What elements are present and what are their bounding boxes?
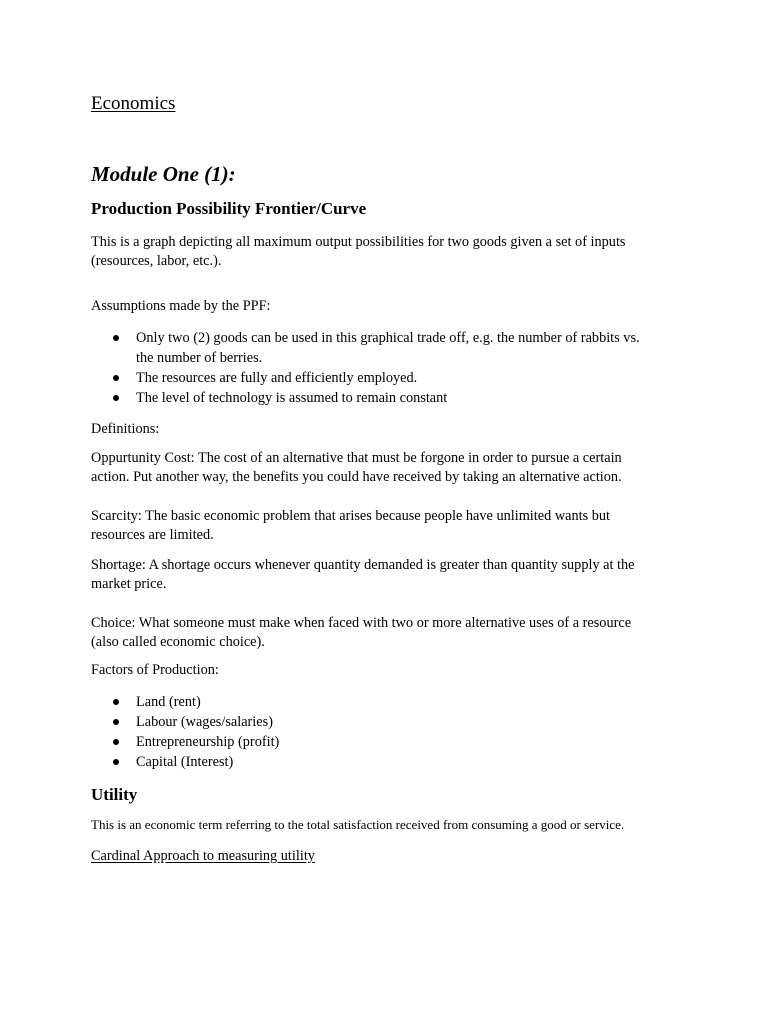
definition-opportunity-cost-line1: Oppurtunity Cost: The cost of an alternative that must be forgone in order to pursue a certain — [91, 450, 622, 466]
bullet-icon — [113, 335, 119, 341]
ppf-intro-line2: (resources, labor, etc.). — [91, 253, 222, 269]
assumption-item — [91, 388, 651, 408]
factor-item — [91, 732, 651, 752]
definition-opportunity-cost-line2: action. Put another way, the benefits you could have received by taking an alternative action. — [91, 469, 622, 485]
bullet-icon — [113, 719, 119, 725]
definition-shortage-line1: Shortage: A shortage occurs whenever quantity demanded is greater than quantity supply at the — [91, 557, 635, 573]
factor-label: Land (rent) — [136, 694, 201, 710]
definitions-label: Definitions: — [91, 421, 160, 437]
factor-label: Labour (wages/salaries) — [136, 714, 273, 730]
bullet-icon — [113, 739, 119, 745]
definition-choice-line1: Choice: What someone must make when faced with two or more alternative uses of a resource — [91, 615, 632, 631]
ppf-intro-line1: This is a graph depicting all maximum output possibilities for two goods given a set of inputs — [91, 234, 626, 250]
utility-description: This is an economic term referring to the total satisfaction received from consuming a good or service. — [91, 817, 625, 832]
factor-label: Entrepreneurship (profit) — [136, 734, 280, 750]
bullet-icon — [113, 375, 119, 381]
assumption-line: The resources are fully and efficiently employed. — [136, 370, 418, 386]
assumption-line: the number of berries. — [136, 350, 263, 366]
bullet-icon — [113, 759, 119, 765]
factors-list — [91, 692, 651, 772]
assumption-item — [91, 368, 651, 388]
assumption-item — [91, 328, 651, 368]
factor-item — [91, 692, 651, 712]
definition-choice-line2: (also called economic choice). — [91, 634, 265, 650]
factor-label: Capital (Interest) — [136, 754, 234, 770]
definition-scarcity-line1: Scarcity: The basic economic problem that arises because people have unlimited wants but — [91, 508, 611, 524]
assumptions-list — [91, 328, 651, 408]
factor-item — [91, 712, 651, 732]
assumption-line: The level of technology is assumed to remain constant — [136, 390, 448, 406]
cardinal-approach-heading: Cardinal Approach to measuring utility — [91, 848, 315, 864]
factors-label: Factors of Production: — [91, 662, 219, 678]
assumptions-label: Assumptions made by the PPF: — [91, 298, 271, 314]
document-title: Economics — [91, 93, 176, 114]
definition-shortage-line2: market price. — [91, 576, 167, 592]
definition-scarcity-line2: resources are limited. — [91, 527, 214, 543]
assumption-line: Only two (2) goods can be used in this graphical trade off, e.g. the number of rabbits vs. — [136, 330, 640, 346]
factor-item — [91, 752, 651, 772]
module-heading: Module One (1): — [91, 162, 236, 186]
utility-heading: Utility — [91, 785, 138, 804]
ppf-heading: Production Possibility Frontier/Curve — [91, 199, 367, 218]
bullet-icon — [113, 699, 119, 705]
bullet-icon — [113, 395, 119, 401]
